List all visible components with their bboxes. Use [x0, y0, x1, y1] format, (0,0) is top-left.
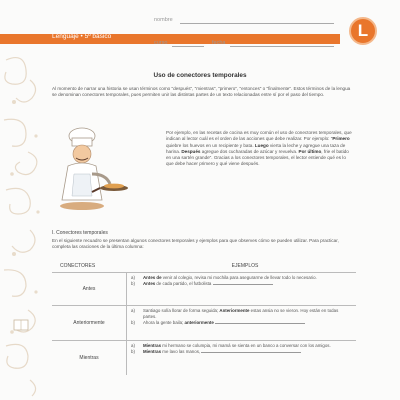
table-header	[52, 263, 356, 273]
table-row	[52, 306, 356, 341]
worksheet-title: Uso de conectores temporales	[153, 72, 247, 79]
chef-illustration	[52, 126, 134, 216]
example-item[interactable]: b) Mientras me lavo las manos,	[131, 349, 352, 355]
table-row	[52, 341, 356, 375]
subject-badge: L	[349, 17, 377, 45]
nombre-label: nombre	[154, 17, 173, 23]
connector-cell: Anteriormente	[52, 306, 127, 340]
fecha-label: fecha	[212, 40, 226, 46]
curso-label: curso	[154, 40, 168, 46]
col-connectors: CONECTORES	[60, 263, 96, 269]
section-heading: I. Conectores temporales	[52, 230, 108, 236]
table-row	[52, 273, 356, 306]
header-bar	[0, 34, 340, 44]
book-icon	[14, 320, 28, 330]
subject-label: Lenguaje • 5º básico	[52, 33, 112, 40]
example-paragraph: Por ejemplo, en las recetas de cocina es muy común el uso de conectores temporales, que indican al lector cuál es el orden de las acciones que debe realizar. Por ejemplo: "Primero quiebre los huevos en un recipiente y bata. Luego vierta la leche y agregue una taza de harina. Después agregue dos cucharadas de azúcar y revuelva. Por último, frie el batido en una sartén grande". Gracias a los conectores temporales, el lector entiende qué es lo que debe hacer primero y qué viene después.	[166, 130, 352, 167]
fecha-field[interactable]	[230, 46, 334, 47]
col-examples: EJEMPLOS	[231, 263, 259, 269]
example-item: a) Antes de venir al colegio, revisa mi mochila para asegurarme de llevar todo lo necesario.	[131, 275, 317, 280]
example-item: a) Mientras mi hermano se columpia, mi mamá se sienta en un banco a conversar con los amigos.	[131, 343, 331, 348]
example-item[interactable]: b) Ahora la gente baila; anteriormente	[131, 320, 352, 326]
connectors-table	[52, 263, 356, 375]
intro-paragraph: Al momento de narrar una historia se usan términos como "después", "mientras", "primero", "entonces" o "finalmente". Estos términos de la lengua se denominan conectores temporales, pues permiten unir las distintas partes de un texto relacionadas entre sí por el paso del tiempo.	[52, 86, 351, 98]
connector-cell: Antes	[52, 273, 127, 305]
section-instructions: En el siguiente recuadro se presentan algunos conectores temporales y ejemplos para que observes cómo se pueden utilizar. Para practicar, completa las oraciones de la última columna:	[52, 238, 339, 250]
example-item: a) Santiago solía llorar de forma seguida; Anteriormente estas ansia no se vieron. Hoy están en todas partes.	[131, 308, 339, 319]
example-item[interactable]: b) Antes de cada partido, el futbolista	[131, 281, 352, 287]
connector-cell: Mientras	[52, 341, 127, 375]
nombre-field[interactable]	[180, 23, 334, 24]
curso-field[interactable]	[172, 46, 204, 47]
decorative-swirls	[0, 40, 48, 400]
